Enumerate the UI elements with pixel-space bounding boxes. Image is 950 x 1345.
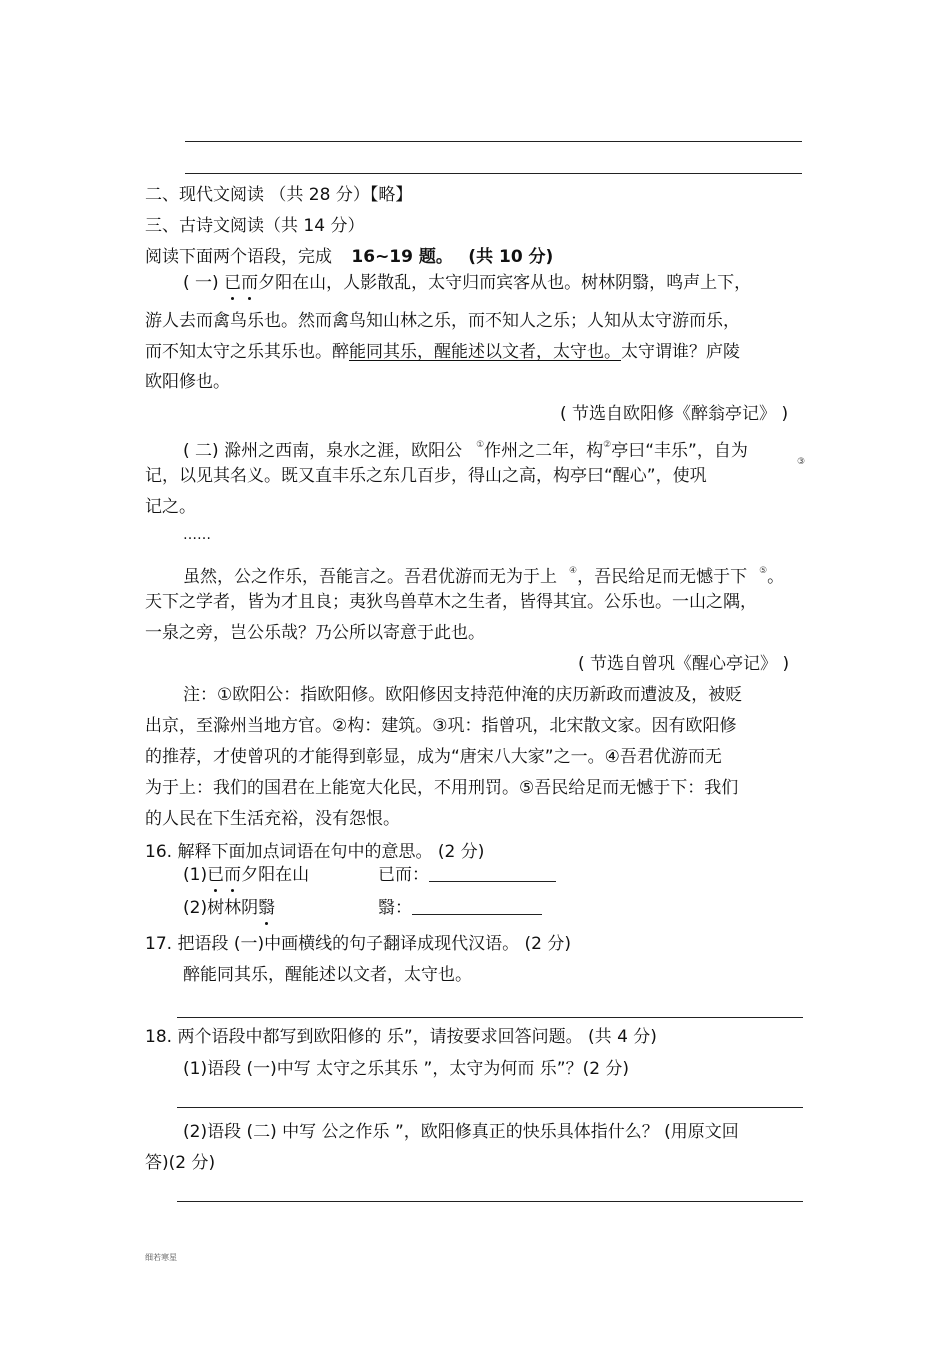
footnote-marker: ④: [569, 566, 578, 576]
question-16-item-2-answer: [378, 897, 542, 919]
instruction-score: (共 10 分): [468, 247, 554, 267]
answer-line-top-2: [185, 173, 802, 174]
question-17-stem: 17. 把语段 (一)中画横线的句子翻译成现代汉语。 (2 分): [145, 934, 571, 954]
passage-2-line-3: 记之。: [145, 497, 196, 517]
question-18-sub-2-line-1: (2)语段 (二) 中写 公之作乐 ”，欧阳修真正的快乐具体指什么？ (用原文回: [183, 1122, 739, 1142]
answer-blank[interactable]: [429, 865, 556, 882]
instruction-text: 阅读下面两个语段，完成: [145, 247, 332, 267]
answer-line-top-1: [185, 141, 802, 142]
section-2-heading: 二、现代文阅读 （共 28 分）【略】: [145, 185, 413, 205]
dotted-char: 已: [224, 273, 242, 293]
question-17-sentence: 醉能同其乐，醒能述以文者，太守也。: [183, 965, 472, 985]
passage-1-text: 太守谓谁？庐陵: [621, 342, 740, 362]
passage-1-source: ( 节选自欧阳修《醉翁亭记》 ): [560, 404, 789, 424]
note-line: 注：①欧阳公：指欧阳修。欧阳修因支持范仲淹的庆历新政而遭波及，被贬: [183, 685, 743, 705]
footnote-marker: ①: [476, 440, 485, 450]
question-16-item-1-answer: [378, 864, 556, 886]
passage-1-text: 而不知太守之乐其乐也。醉: [145, 342, 349, 362]
note-line: 出京，至滁州当地方官。②构：建筑。③巩：指曾巩，北宋散文家。因有欧阳修: [145, 716, 737, 736]
dotted-char: 翳: [258, 898, 276, 918]
footnote-marker: ③: [797, 457, 806, 467]
section-3-heading: 三、古诗文阅读（共 14 分）: [145, 216, 365, 236]
note-line: 的推荐，才使曾巩的才能得到彰显，成为“唐宋八大家”之一。④吾君优游而无: [145, 747, 722, 767]
footnote-marker: ⑤: [759, 566, 768, 576]
question-16-item-2: [183, 897, 275, 919]
passage-2-source: ( 节选自曾巩《醒心亭记》 ): [578, 654, 790, 674]
passage-2-line-2: 记，以见其名义。既又直丰乐之东几百步，得山之高，构亭曰“醒心”，使巩: [145, 466, 707, 486]
passage-1-line-3: [145, 341, 740, 363]
answer-line[interactable]: [177, 1201, 803, 1202]
footer-text: 细若寒星: [145, 1253, 177, 1262]
passage-2-line-4: [183, 560, 784, 588]
passage-1-line-2: 游人去而禽鸟乐也。然而禽鸟知山林之乐，而不知人之乐；人知从太守游而乐，: [145, 311, 740, 331]
instruction-range: 16~19 题。: [351, 247, 453, 267]
question-16-item-1: [183, 864, 309, 886]
footnote-marker: ②: [603, 440, 612, 450]
question-18-stem: 18. 两个语段中都写到欧阳修的 乐”，请按要求回答问题。 (共 4 分): [145, 1027, 657, 1047]
underlined-sentence: 能同其乐，醒能述以文者，太守也。: [349, 342, 621, 362]
passage-1-label: ( 一): [183, 273, 225, 293]
item-text: (2)树林阴: [183, 898, 259, 918]
note-line: 为于上：我们的国君在上能宽大化民，不用刑罚。⑤吾民给足而无憾于下：我们: [145, 778, 739, 798]
dotted-char: 而: [224, 865, 242, 885]
question-18-sub-2-line-2: 答)(2 分): [145, 1153, 216, 1173]
passage-2-text: 。: [767, 567, 785, 587]
passage-2-line-6: 一泉之旁，岂公乐哉？乃公所以寄意于此也。: [145, 623, 485, 643]
passage-1-line-1: [183, 272, 751, 294]
passage-2-text: ，吾民给足而无憾于下: [577, 567, 748, 587]
question-18-sub-1: (1)语段 (一)中写 太守之乐其乐 ”，太守为何而 乐”？(2 分): [183, 1059, 630, 1079]
passage-2-line-5: 天下之学者，皆为才且良；夷狄鸟兽草木之生者，皆得其宜。公乐也。一山之隅，: [145, 592, 757, 612]
passage-2-text: 虽然，公之作乐，吾能言之。吾君优游而无为于上: [183, 567, 557, 587]
passage-2-text: ( 二) 滁州之西南，泉水之涯，欧阳公: [183, 441, 463, 461]
note-line: 的人民在下生活充裕，没有怨恨。: [145, 809, 400, 829]
dotted-char: 而: [241, 273, 259, 293]
answer-line[interactable]: [177, 1107, 803, 1108]
instruction: [145, 246, 553, 268]
item-number: (1): [183, 865, 208, 885]
answer-label: 翳：: [378, 898, 412, 918]
passage-2-text: 作州之二年，构: [484, 441, 604, 461]
passage-1-line-4: 欧阳修也。: [145, 372, 230, 392]
answer-line[interactable]: [177, 1017, 803, 1018]
passage-1-text: 夕阳在山，人影散乱，太守归而宾客从也。树林阴翳，鸣声上下，: [258, 273, 752, 293]
passage-2-text: 亭曰“丰乐”，自为: [611, 441, 748, 461]
answer-label: 已而：: [378, 865, 429, 885]
passage-2-line-1: [183, 434, 748, 462]
item-text: 夕阳在山: [241, 865, 310, 885]
answer-blank[interactable]: [412, 898, 542, 915]
dotted-char: 已: [207, 865, 225, 885]
passage-2-ellipsis: ……: [183, 527, 211, 543]
question-16-stem: 16. 解释下面加点词语在句中的意思。 (2 分): [145, 842, 485, 862]
